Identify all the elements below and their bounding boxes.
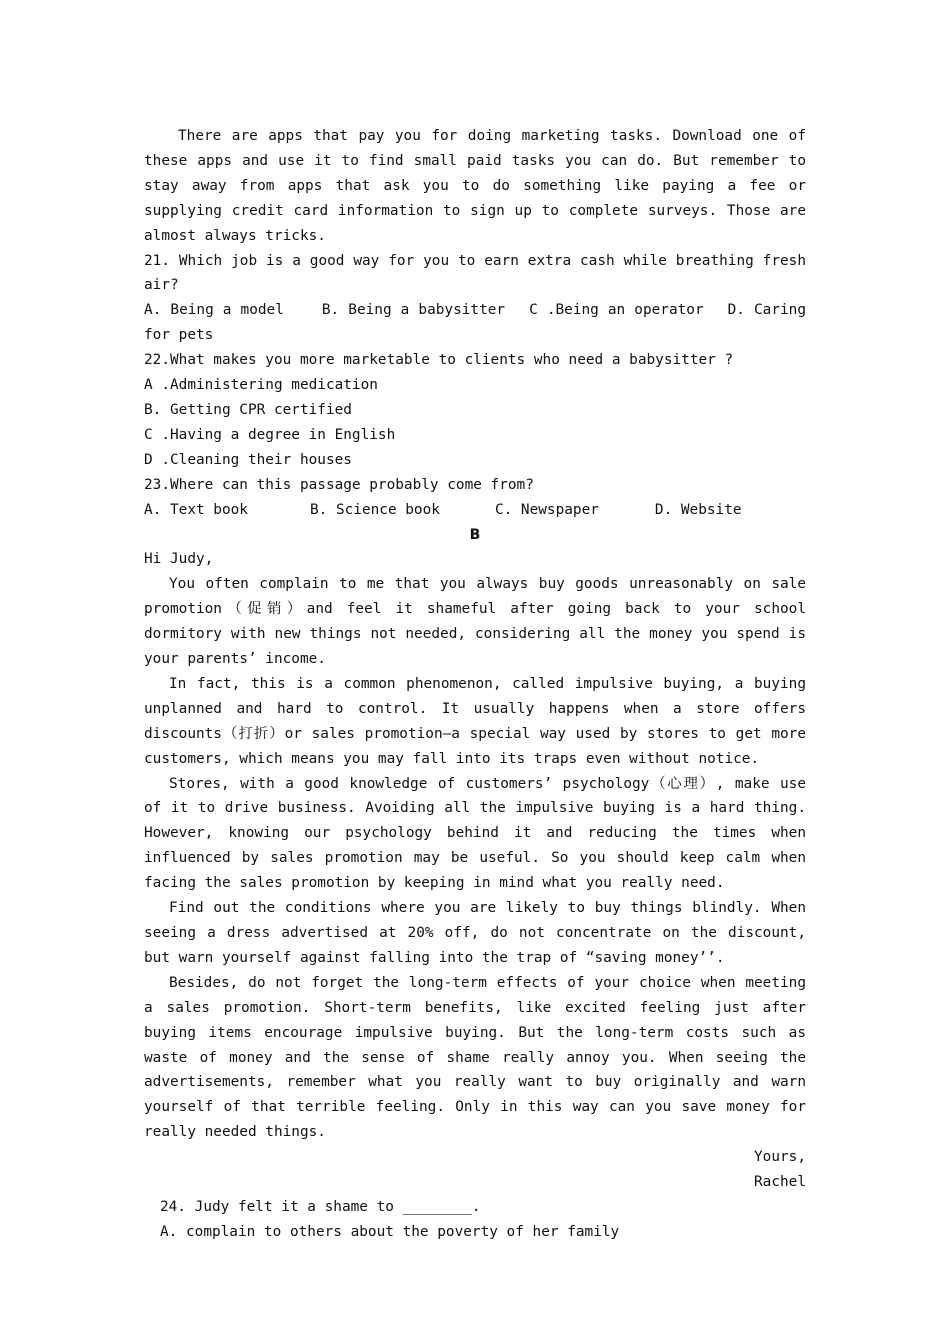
letter-paragraph-3: Stores, with a good knowledge of customers’ psychology（心理）, make use of it to drive business. Avoiding all the impulsive buying is a hard thing. However, knowing our psychology behind it and reducing the times when influenced by sales promotion may be useful. So you should keep calm when facing the sales promotion by keeping in mind what you really need. — [144, 775, 806, 892]
option-a: A. Being a model — [144, 302, 284, 319]
option-a: A. Text book — [144, 501, 248, 518]
letter-greeting: Hi Judy, — [144, 551, 214, 568]
option-row — [144, 498, 806, 523]
option-d: D. Caring for pets — [144, 302, 807, 344]
letter-signature: Rachel — [754, 1174, 806, 1191]
question-22 — [144, 348, 806, 473]
question-23 — [144, 473, 806, 523]
letter-paragraph-1: You often complain to me that you always buy goods unreasonably on sale promotion（促销）and feel it shameful after going back to your school dormitory with new things not needed, considering all the money you spend is your parents’ income. — [144, 576, 806, 668]
section-heading: B — [469, 526, 481, 543]
option-a: A .Administering medication — [144, 377, 378, 394]
question-stem: 21. Which job is a good way for you to earn extra cash while breathing fresh air? — [144, 252, 806, 294]
option-c: C .Being an operator — [529, 302, 704, 319]
question-stem: 24. Judy felt it a shame to ________. — [160, 1198, 481, 1215]
passage-paragraph: There are apps that pay you for doing marketing tasks. Download one of these apps and use it to find small paid tasks you can do. But remember to stay away from apps that ask you to do something like paying a fee or supplying credit card information to sign up to complete surveys. Those are almost always tricks. — [144, 128, 806, 244]
letter-paragraph-5: Besides, do not forget the long-term effects of your choice when meeting a sales promotion. Short-term benefits, like excited feeling just after buying items encourage impulsive buying. But the long-term costs such as waste of money and the sense of shame really annoy you. When seeing the advertisements, remember what you really want to buy originally and warn yourself of that terrible feeling. Only in this way can you save money for really needed things. — [144, 974, 806, 1141]
option-b: B. Science book — [309, 501, 440, 518]
letter-paragraph-2: In fact, this is a common phenomenon, called impulsive buying, a buying unplanned and hard to control. It usually happens when a store offers discounts（打折）or sales promotion—a special way used by stores to get more customers, which means you may fall into its traps even without notice. — [144, 675, 806, 767]
option-b: B. Getting CPR certified — [144, 401, 352, 418]
question-24 — [144, 1195, 806, 1245]
option-a: A. complain to others about the poverty of her family — [160, 1223, 620, 1240]
option-row — [144, 298, 806, 348]
letter — [144, 547, 806, 1195]
option-c: C .Having a degree in English — [144, 426, 396, 443]
question-stem: 23.Where can this passage probably come from? — [144, 476, 534, 493]
option-d: D. Website — [654, 501, 742, 518]
question-stem: 22.What makes you more marketable to clients who need a babysitter ? — [144, 352, 734, 369]
question-21 — [144, 249, 806, 349]
exam-page — [144, 124, 806, 1245]
option-d: D .Cleaning their houses — [144, 451, 352, 468]
letter-closing: Yours, — [754, 1149, 806, 1166]
letter-paragraph-4: Find out the conditions where you are likely to buy things blindly. When seeing a dress advertised at 20% off, do not concentrate on the discount, but warn yourself against falling into the trap of “saving money’’. — [144, 900, 806, 966]
option-c: C. Newspaper — [494, 501, 599, 518]
option-b: B. Being a babysitter — [321, 302, 506, 319]
